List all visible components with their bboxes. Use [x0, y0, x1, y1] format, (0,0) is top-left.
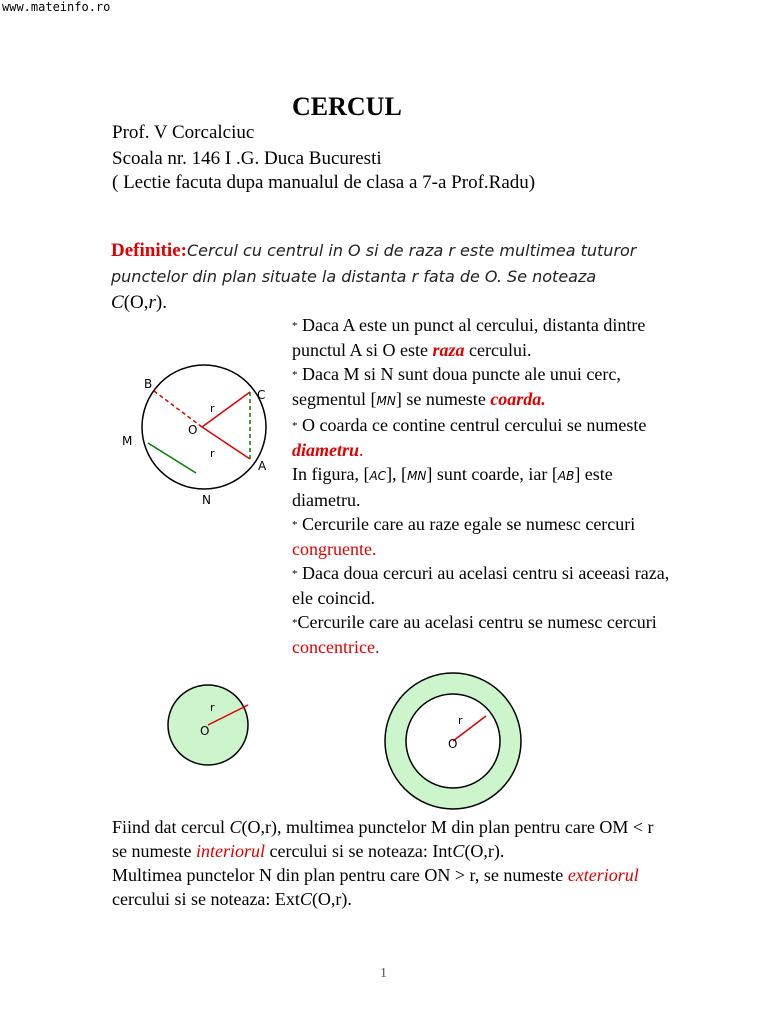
paragraph-text: Multimea punctelor N din plan pentru care ON > r, se numeste — [112, 865, 568, 885]
label-a: A — [258, 459, 267, 473]
page-title: CERCUL — [292, 92, 402, 121]
notation-c: C — [229, 817, 242, 837]
term-raza: raza — [432, 340, 465, 360]
star-icon: * — [292, 320, 298, 332]
bullet-coincide — [292, 561, 672, 610]
notation-c: C — [452, 841, 465, 861]
disk-figure — [160, 675, 260, 775]
segment-ac: AC — [369, 469, 387, 483]
label-m: M — [122, 434, 133, 448]
paragraph-text: cercului si se noteaza: Int — [265, 841, 453, 861]
segment-mn: MN — [376, 394, 396, 408]
star-icon: * — [292, 519, 298, 531]
bullet-text: ] sunt coarde, iar [ — [426, 464, 558, 484]
interior-exterior-paragraph — [112, 815, 672, 911]
ring-label-o: O — [448, 737, 458, 751]
star-icon: * — [292, 617, 298, 629]
term-coarda: coarda. — [490, 389, 546, 409]
bullet-text: ] se numeste — [395, 389, 491, 409]
page-number: 1 — [380, 966, 387, 981]
bullet-radius — [292, 313, 672, 362]
term-interiorul: interiorul — [195, 841, 265, 861]
label-n: N — [202, 493, 211, 507]
star-icon: * — [292, 568, 298, 580]
disk-label-r: r — [210, 701, 215, 714]
bullet-text: In figura, [ — [292, 464, 370, 484]
label-c: C — [257, 388, 266, 402]
bullet-text: Cercurile care au raze egale se numesc cercuri — [297, 514, 636, 534]
label-r-top: r — [210, 402, 215, 415]
paragraph-text: (O,r). — [311, 889, 352, 909]
term-concentrice: concentrice. — [292, 637, 380, 657]
bullet-text: cercului. — [464, 340, 532, 360]
bullet-concentric — [292, 610, 672, 659]
notation-c: C — [299, 889, 312, 909]
label-o: O — [188, 423, 198, 437]
circle-chords-figure — [110, 360, 290, 510]
label-r-bottom: r — [210, 447, 215, 460]
bullet-text: ], [ — [386, 464, 408, 484]
bullet-text: Daca doua cercuri au acelasi centru si aceeasi raza, ele coincid. — [292, 563, 670, 608]
paragraph-text: Fiind dat cercul — [112, 817, 230, 837]
bullet-text: Daca M si N sunt doua puncte ale unui cerc, segmentul [ — [292, 364, 621, 409]
segment-ab: AB — [557, 469, 575, 483]
bullet-text: Cercurile care au acelasi centru se numesc cercuri — [297, 612, 657, 632]
bullet-chord — [292, 362, 672, 413]
figure-note — [292, 462, 672, 512]
label-b: B — [144, 377, 153, 391]
definition-text: Cercul cu centrul in O si de raza r este multimea tuturor punctelor din plan situate la distanta r fata de O. Se noteaza — [111, 241, 637, 286]
main-circle — [142, 365, 266, 489]
segment-mn: MN — [407, 469, 427, 483]
chord-mn — [148, 443, 196, 473]
disk-label-o: O — [200, 724, 210, 738]
term-exteriorul: exteriorul — [567, 865, 639, 885]
bullet-text: . — [359, 440, 364, 460]
star-icon: * — [292, 420, 298, 432]
notation-close: ). — [155, 292, 167, 313]
star-icon: * — [292, 369, 298, 381]
ring-label-r: r — [458, 714, 463, 727]
ring-figure — [378, 666, 528, 816]
school-line: Scoala nr. 146 I .G. Duca Bucuresti — [112, 148, 382, 169]
bullet-text: ] este diametru. — [292, 464, 613, 510]
definition-block — [111, 238, 671, 316]
bullet-text: O coarda ce contine centrul cercului se numeste — [297, 415, 647, 435]
source-line: ( Lectie facuta dupa manualul de clasa a 7-a Prof.Radu) — [112, 172, 536, 193]
paragraph-text: (O,r), multimea punctelor M din plan pentru care OM < r se numeste — [112, 817, 654, 861]
bullet-diameter — [292, 413, 672, 462]
term-diametru: diametru — [292, 440, 360, 460]
site-url: www.mateinfo.ro — [2, 0, 111, 14]
bullet-text: Daca A este un punct al cercului, distanta dintre punctul A si O este — [292, 315, 646, 360]
paragraph-text: cercului si se noteaza: Ext — [112, 889, 300, 909]
term-congruente: congruente. — [292, 539, 377, 559]
paragraph-text: (O,r). — [464, 841, 505, 861]
diameter-dashed — [154, 391, 202, 427]
notation-c: C — [111, 292, 124, 313]
author-line: Prof. V Corcalciuc — [112, 122, 255, 143]
bullet-congruent — [292, 512, 672, 561]
properties-list — [292, 313, 672, 659]
definition-keyword: Definitie: — [111, 240, 187, 261]
notation-r: r — [148, 292, 156, 313]
notation-open: (O, — [123, 292, 149, 313]
